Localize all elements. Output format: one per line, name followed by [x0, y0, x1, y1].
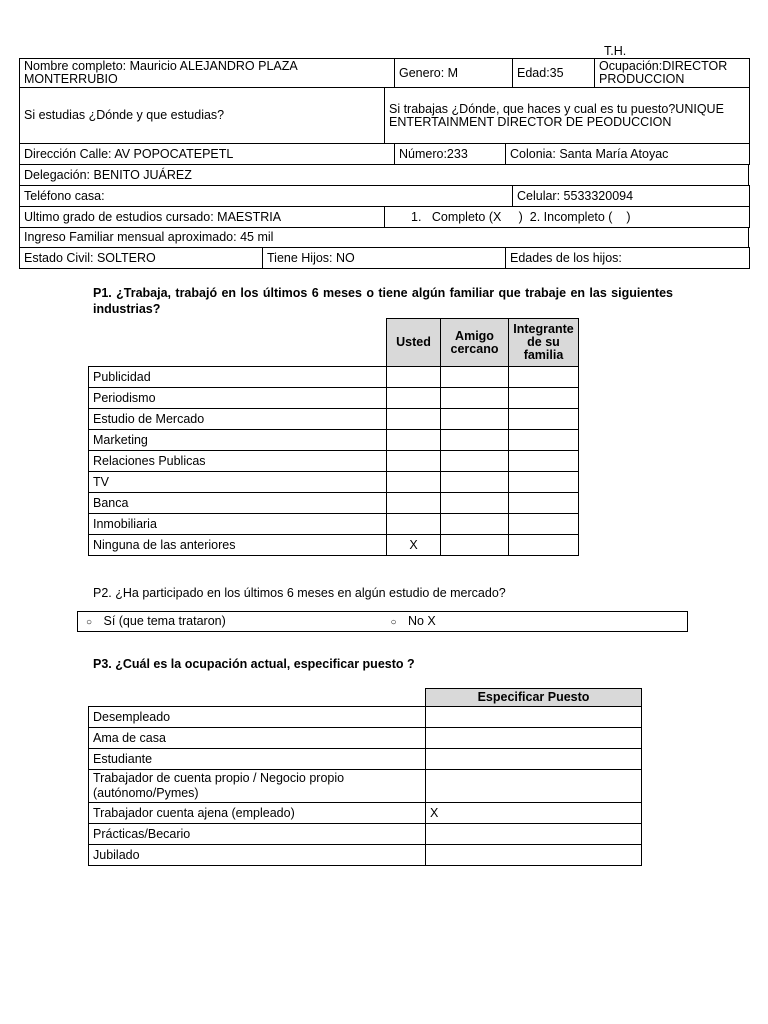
cell-phone-field: Celular: 5533320094: [513, 186, 750, 207]
usted-cell: [387, 367, 441, 388]
study-work-table: [19, 87, 750, 144]
table-row: [89, 535, 579, 556]
p1-question: P1. ¿Trabaja, trabajó en los últimos 6 meses o tiene algún familiar que trabaje en las siguientes industrias?: [93, 286, 673, 316]
usted-cell: [387, 451, 441, 472]
familia-cell: [509, 388, 579, 409]
occupation-value: [426, 707, 642, 728]
education-field: Ultimo grado de estudios cursado: MAESTRIA: [20, 207, 385, 228]
table-row: [89, 803, 642, 824]
education-status-field: 1. Completo (X ) 2. Incompleto ( ): [385, 207, 750, 228]
children-field: Tiene Hijos: NO: [263, 248, 506, 269]
industry-label: Banca: [89, 493, 387, 514]
occupation-label: Jubilado: [89, 845, 426, 866]
familia-cell: [509, 430, 579, 451]
bullet-icon: ○: [86, 616, 93, 628]
industry-label: TV: [89, 472, 387, 493]
occupation-field: Ocupación:DIRECTOR PRODUCCION: [595, 59, 750, 88]
industry-label: Relaciones Publicas: [89, 451, 387, 472]
familia-cell: [509, 409, 579, 430]
occupation-value: X: [426, 803, 642, 824]
familia-cell: [509, 514, 579, 535]
industry-label: Ninguna de las anteriores: [89, 535, 387, 556]
industry-label: Inmobiliaria: [89, 514, 387, 535]
table-row: [89, 514, 579, 535]
p3-header: Especificar Puesto: [426, 689, 642, 707]
delegacion-field: Delegación: BENITO JUÁREZ: [20, 165, 749, 186]
civil-table: [19, 247, 750, 269]
familia-cell: [509, 535, 579, 556]
table-row: [89, 451, 579, 472]
gender-field: Genero: M: [395, 59, 513, 88]
usted-cell: [387, 409, 441, 430]
p2-option-no-label: No X: [407, 613, 436, 628]
amigo-cell: [441, 493, 509, 514]
table-row: [89, 707, 642, 728]
table-row: [89, 367, 579, 388]
amigo-cell: [441, 367, 509, 388]
amigo-cell: [441, 535, 509, 556]
amigo-cell: [441, 514, 509, 535]
occupation-label: Trabajador de cuenta propio / Negocio propio (autónomo/Pymes): [89, 770, 426, 803]
p3-table: [88, 688, 642, 866]
p2-question: P2. ¿Ha participado en los últimos 6 meses en algún estudio de mercado?: [93, 586, 506, 600]
table-row: [89, 824, 642, 845]
p3-question: P3. ¿Cuál es la ocupación actual, especificar puesto ?: [93, 657, 415, 671]
table-row: [89, 749, 642, 770]
occupation-label: Ama de casa: [89, 728, 426, 749]
table-row: [89, 728, 642, 749]
bullet-icon: ○: [390, 616, 397, 628]
usted-cell: X: [387, 535, 441, 556]
table-row: [89, 430, 579, 451]
occupation-value: [426, 749, 642, 770]
income-field: Ingreso Familiar mensual aproximado: 45 mil: [20, 228, 749, 248]
amigo-cell: [441, 451, 509, 472]
table-row: [89, 770, 642, 803]
personal-info-table: [19, 58, 750, 88]
income-table: [19, 227, 749, 248]
p1-header-familia: Integrante de su familia: [509, 319, 579, 367]
familia-cell: [509, 493, 579, 514]
table-row: [89, 472, 579, 493]
p3-corner: [89, 689, 426, 707]
p1-header-usted: Usted: [387, 319, 441, 367]
amigo-cell: [441, 430, 509, 451]
phone-table: [19, 185, 750, 207]
industry-label: Periodismo: [89, 388, 387, 409]
corner-label: T.H.: [604, 44, 627, 58]
number-field: Número:233: [395, 144, 506, 165]
home-phone-field: Teléfono casa:: [20, 186, 513, 207]
p2-options-table: [77, 611, 688, 632]
occupation-label: Desempleado: [89, 707, 426, 728]
delegacion-table: [19, 164, 749, 186]
name-field: Nombre completo: Mauricio ALEJANDRO PLAZA MONTERRUBIO: [20, 59, 395, 88]
occupation-label: Estudiante: [89, 749, 426, 770]
table-row: [89, 493, 579, 514]
industry-label: Estudio de Mercado: [89, 409, 387, 430]
p2-option-yes: [78, 612, 383, 632]
amigo-cell: [441, 388, 509, 409]
table-row: [89, 388, 579, 409]
industry-label: Marketing: [89, 430, 387, 451]
occupation-label: Trabajador cuenta ajena (empleado): [89, 803, 426, 824]
table-row: [89, 845, 642, 866]
education-table: [19, 206, 750, 228]
p2-option-yes-label: Sí (que tema trataron): [103, 613, 226, 628]
familia-cell: [509, 451, 579, 472]
street-field: Dirección Calle: AV POPOCATEPETL: [20, 144, 395, 165]
p2-option-no: [383, 612, 688, 632]
occupation-value: [426, 728, 642, 749]
amigo-cell: [441, 472, 509, 493]
colonia-field: Colonia: Santa María Atoyac: [506, 144, 750, 165]
study-field: Si estudias ¿Dónde y que estudias?: [20, 88, 385, 144]
p1-header-amigo: Amigo cercano: [441, 319, 509, 367]
usted-cell: [387, 388, 441, 409]
usted-cell: [387, 472, 441, 493]
p1-table: [88, 318, 579, 556]
usted-cell: [387, 430, 441, 451]
p1-corner: [89, 319, 387, 367]
amigo-cell: [441, 409, 509, 430]
work-field: Si trabajas ¿Dónde, que haces y cual es tu puesto?UNIQUE ENTERTAINMENT DIRECTOR DE PEODUCCION: [385, 88, 750, 144]
occupation-value: [426, 824, 642, 845]
address-table: [19, 143, 750, 165]
usted-cell: [387, 493, 441, 514]
occupation-value: [426, 770, 642, 803]
occupation-label: Prácticas/Becario: [89, 824, 426, 845]
familia-cell: [509, 472, 579, 493]
civil-status-field: Estado Civil: SOLTERO: [20, 248, 263, 269]
occupation-value: [426, 845, 642, 866]
usted-cell: [387, 514, 441, 535]
children-ages-field: Edades de los hijos:: [506, 248, 750, 269]
table-row: [89, 409, 579, 430]
age-field: Edad:35: [513, 59, 595, 88]
familia-cell: [509, 367, 579, 388]
industry-label: Publicidad: [89, 367, 387, 388]
